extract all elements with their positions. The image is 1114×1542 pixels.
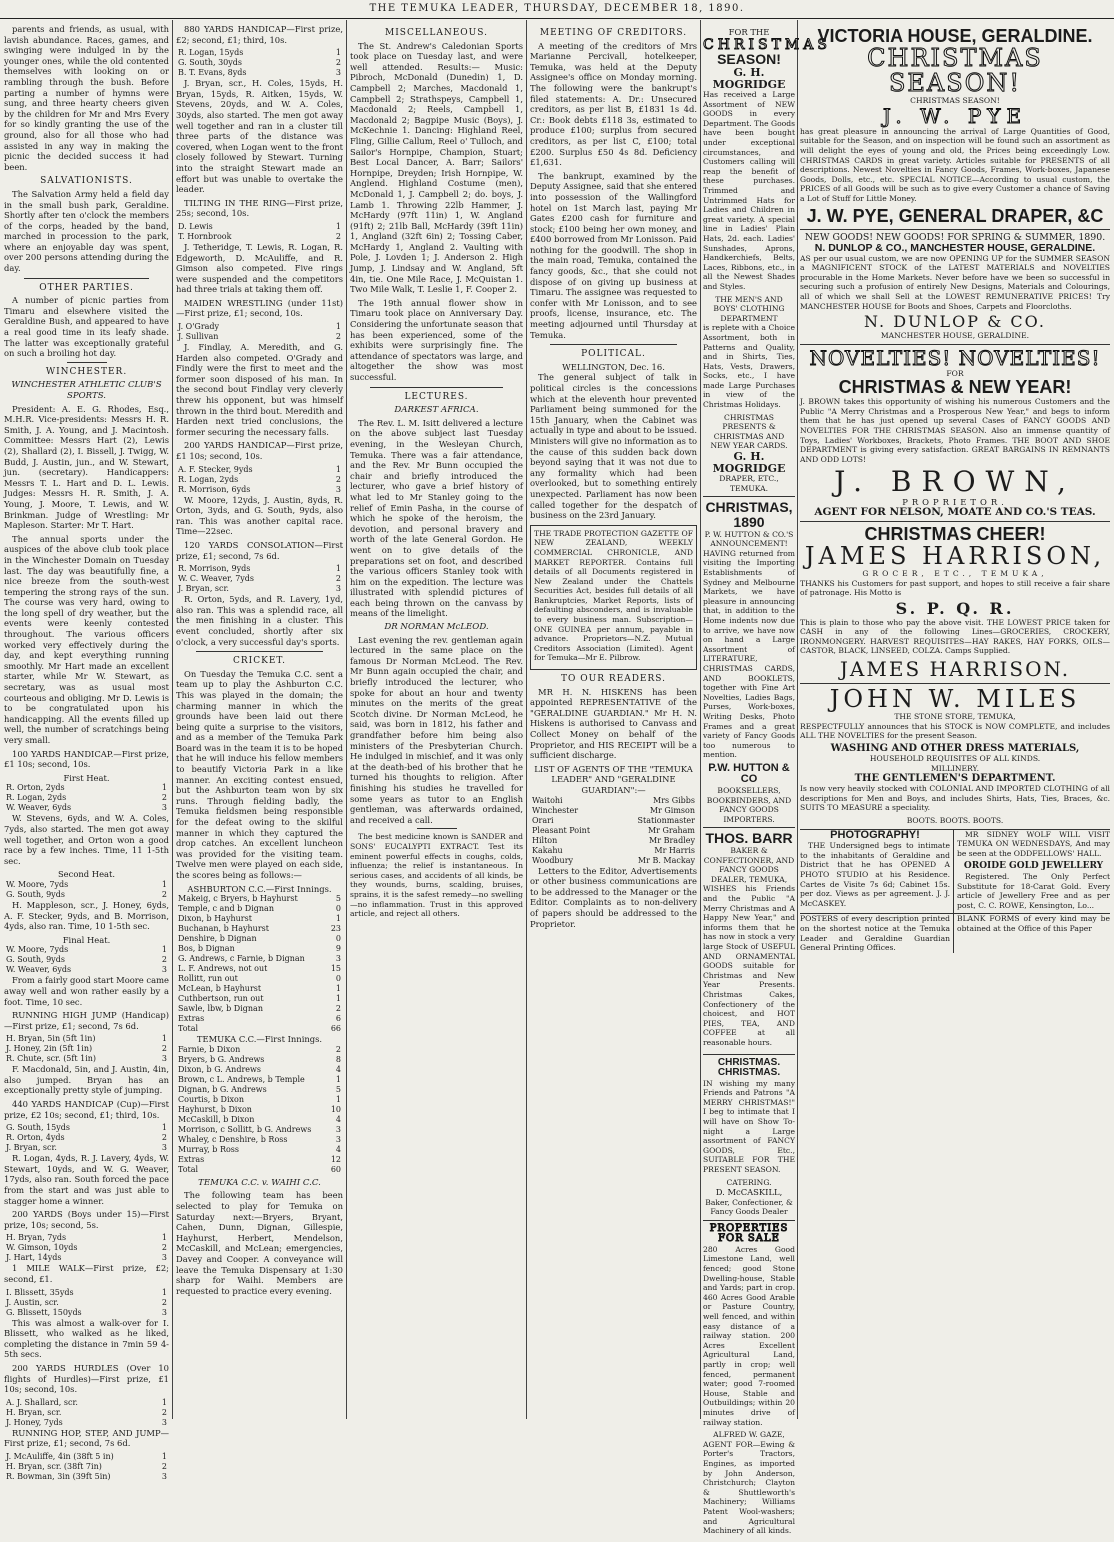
- agent-row: Pleasant Point Mr Graham: [532, 825, 695, 835]
- agent-row: Kakahu Mr Harris: [532, 845, 695, 855]
- event-title: 200 YARDS HANDICAP—First prize, £1 10s; second, 10s.: [176, 440, 343, 461]
- agent-row: Waitohi Mrs Gibbs: [532, 795, 695, 805]
- article-text: The St. Andrew's Caledonian Sports took place on Tuesday last, and were well attended. Results:— Music: Pibroch, McDonald (Dunedin) 1, D. Campbell 2; Marches, Macdonald 1, Campbell 2; Strathspeys, Campbell 1, Macdonald 2; Reels, Campbell 1, Macdonald 2; Bagpipe Music (Boys), J. McKechnie 1. Dancing: Highland Reel, Fling, Gillie Callum, Reel o' Tulloch, and Sailor's Hornpipe, Champion, Stuart; Best Local Dancer, A. Barr; Sailors' Hornpipe, Dreyden; Irish Hornpipe, W. Anglend. Highland Costume (men), McDonald 1, J. Campbell 2; do. boys, J. Lamb 1. Throwing 22lb Hammer, J. McHardy (97ft 11in) 1, W. Angland (91ft) 2; 21lb Ball, McHardy (39ft 11in) 1, Angland (32ft 6in) 2; Tossing Caber, McHardy 1, Angland 2. Vaulting with Pole, J. Lovden 1; J. Anderson 2. High Jump, J. Lindsay and W. Angland, 5ft 4in, tie. One Mile Race, J. McQuistan 1. Two Mile Walk, T. Leslie 1, F. Cooper 2.: [350, 40, 523, 295]
- posters-advert: POSTERS of every description printed on the shortest notice at the Temuka Leader and Geraldine Guardian General Printing Offices.: [800, 914, 954, 952]
- agent-row: Woodbury Mr B. Mackay: [532, 855, 695, 865]
- result-row: I. Blissett, 35yds 1: [6, 1287, 167, 1297]
- result-row: G. South, 9yds 2: [6, 889, 167, 899]
- result-row: W. Weaver, 6yds 3: [6, 803, 167, 813]
- score-row: L. F. Andrews, not out 15: [178, 964, 341, 974]
- score-row: Makeig, c Bryers, b Hayhurst 5: [178, 894, 341, 904]
- result-note: R. Orton, 5yds, and R. Lavery, 1yd, also ran. This was a splendid race, all the men finishing in a cluster. This event concluded, shortly after six o'clock, a very successful day's sports.: [176, 594, 343, 647]
- score-row: Bos, b Dignan 9: [178, 944, 341, 954]
- result-row: H. Bryan, scr. 2: [6, 1407, 167, 1417]
- section-heading: SALVATIONISTS.: [40, 176, 133, 187]
- result-row: G. South, 15yds 1: [6, 1123, 167, 1133]
- result-row: R. Morrison, 6yds 3: [178, 484, 341, 494]
- dunlop-advert: NEW GOODS! NEW GOODS! FOR SPRING & SUMMER, 1890. N. DUNLOP & CO., MANCHESTER HOUSE, GERALDINE. AS per our usual custom, we are now OPENING UP for the SUMMER SEASON a MAGNIFICENT STOCK of the LATEST MATERIALS and NOVELTIES procurable in the Home Markets. Never before have we been so successful in securing such a profusion of entirely New Designs, Materials and Colourings, all of which we shall Sell at the LOWEST REMUNERATIVE PRICES! Try MANCHESTER HOUSE for Boots and Shoes, Carpets and Floorcloths. N. DUNLOP & CO. MANCHESTER HOUSE, GERALDINE.: [800, 230, 1110, 345]
- result-row: R. Logan, 2yds 2: [178, 474, 341, 484]
- article-text: Letters to the Editor, Advertisements or other business communications are to be addressed to the Manager or the Editor. Complaints as to non-delivery of papers should be addressed to the Proprietor.: [530, 865, 697, 929]
- result-row: H. Bryan, scr. (38ft 7in) 2: [6, 1461, 167, 1471]
- result-row: R. Logan, 2yds 2: [6, 793, 167, 803]
- column-rule: [797, 20, 798, 1419]
- score-row: Hayhurst, b Dixon 10: [178, 1104, 341, 1114]
- section-subheading: DR NORMAN McLEOD.: [384, 622, 489, 633]
- score-row: Murray, b Ross 4: [178, 1144, 341, 1154]
- victoria-house-advert: VICTORIA HOUSE, GERALDINE. CHRISTMAS SEASON! CHRISTMAS SEASON! J. W. PYE has great pleasure in announcing the arrival of Large Quantities of Good, suitable for the Season, and on inspection will be found such an assortment as will delight the eyes of young and old, the Prices being exceedingly Low. CHRISTMAS CARDS in great variety. Articles suitable for PRESENTS of all descriptions. Newest Novelties in Fancy Goods, Frames, Work-boxes, Japanese Goods, Dolls, etc., etc. SPECIAL NOTICE—According to usual custom, the PRICES of all Goods will be such as to give every Customer a chance of Saving a Lot of Stuff for Little Money. J. W. PYE, GENERAL DRAPER, &C: [800, 24, 1110, 230]
- article-text: MR H. N. HISKENS has been appointed REPRESENTATIVE of the "GERALDINE GUARDIAN." Mr H. N. Hiskens is authorised to Canvass and Collect Money on behalf of the Proprietor, and HIS RECEIPT will be a sufficient discharge.: [530, 686, 697, 761]
- mccaskill-advert: CHRISTMAS. CHRISTMAS. IN wishing my many Friends and Patrons "A MERRY CHRISTMAS!" I beg to intimate that I will have on Show To-night a Large assortment of FANCY GOODS, Etc., SUITABLE FOR THE PRESENT SEASON. CATERING. D. McCASKILL, Baker, Confectioner, & Fancy Goods Dealer: [703, 1055, 795, 1221]
- result-row: H. Bryan, 7yds 1: [6, 1233, 167, 1243]
- result-row: W. Moore, 7yds 1: [6, 879, 167, 889]
- event-title: 1 MILE WALK—First prize, £2; second, £1.: [4, 1263, 169, 1284]
- result-row: J. Honey, 7yds 3: [6, 1417, 167, 1427]
- column-adverts-local: [703, 24, 831, 1536]
- agents-heading: LIST OF AGENTS OF THE "TEMUKA LEADER" AND "GERALDINE GUARDIAN":—: [534, 763, 693, 795]
- masthead: THE TEMUKA LEADER, THURSDAY, DECEMBER 18, 1890.: [0, 2, 1114, 19]
- result-note: R. Logan, 4yds, R. J. Lavery, 4yds, W. Stewart, 10yds, and W. G. Weaver, 17yds, also ran. South forced the pace from the start and was just able to stagger home a winner.: [4, 1153, 169, 1206]
- section-heading: LECTURES.: [404, 391, 469, 402]
- article-text: The annual sports under the auspices of the above club took place in the Winchester Domain on Tuesday last. The day was beautifully fine, a nice breeze from the south-west tempering the strong rays of the sun. The course was very hard, owing to the long spell of dry weather, but the events were keenly contested throughout. The various officers worked very effectively during the day, and kept everything running smoothly. Mr Hart made an excellent starter, while Mr W. Stewart, as secretary, was as usual most courteous and obliging. Mr D. Lewis is to be congratulated upon his handicapping. All the events filled up well, the number of scratchings being very small.: [4, 533, 169, 745]
- article-text: Last evening the rev. gentleman again lectured in the same place on the famous Dr Norman McLeod. The Rev. Mr Bunn again occupied the chair, and briefly introduced the lecturer, who spoke for about an hour and twenty minutes on the merits of the great Scotch divine. Dr Norman McLeod, he said, was born in 1812, his father and grandfather before him being also ministers of the Presbyterian Church. He indulged in mischief, and it was only at the death-bed of his brother that he turned his thoughts to religion. After finishing his studies he travelled for some years as tutor to an English gentleman, was afterwards ordained, and received a call.: [350, 634, 523, 825]
- column-rule: [172, 20, 173, 1419]
- blank-forms-advert: BLANK FORMS of every kind may be obtained at the Office of this Paper: [957, 914, 1110, 933]
- result-row: T. Hornbrook 2: [178, 231, 341, 241]
- result-note: J. Tetheridge, T. Lewis, R. Logan, R. Edgeworth, D. McAuliffe, and R. Gimson also competed. Five rings were suspended and the competitors had three trials at taking them off.: [176, 241, 343, 295]
- heat-title: Final Heat.: [62, 934, 111, 945]
- result-row: R. Bowman, 3in (39ft 5in) 3: [6, 1471, 167, 1481]
- score-row: Bryers, b G. Andrews 8: [178, 1054, 341, 1064]
- scorecard-ashburton: [176, 894, 343, 1034]
- article-text: A number of picnic parties from Timaru and elsewhere visited the Geraldine Bush, and appeared to have a real good time in its leafy shade. The latter was exceptionally grateful on such a broiling hot day.: [4, 295, 169, 359]
- result-note: W. Stevens, 6yds, and W. A. Coles, 7yds, also started. The men got away well together, and Orton won a good race by a few inches. Time, 11 1-5th sec.: [4, 813, 169, 866]
- result-row: G. Blissett, 150yds 3: [6, 1307, 167, 1317]
- brown-advert: NOVELTIES! NOVELTIES! FOR CHRISTMAS & NEW YEAR! J. BROWN takes this opportunity of wishing his numerous Customers and the Public "A Merry Christmas and a Prosperous New Year," and begs to inform them that he has just opened up several Cases of FANCY GOODS AND NOVELTIES FOR THE CHRISTMAS SEASON. Also an immense quantity of Toys, Ladies' Workboxes, Brackets, Photo Frames. THE BOOT AND SHOE DEPARTMENT is giving every satisfaction. GREAT BARGAINS IN REMNANTS AND ODD LOTS! J. BROWN, PROPRIETOR. AGENT FOR NELSON, MOATE AND CO.'S TEAS.: [800, 345, 1110, 522]
- score-row: McLean, b Hayhurst 1: [178, 984, 341, 994]
- result-row: J. Bryan, scr. 3: [6, 1143, 167, 1153]
- event-title: 100 YARDS HANDICAP.—First prize, £1 10s; second, 10s.: [4, 748, 169, 770]
- innings-title: ASHBURTON C.C.—First Innings.: [187, 883, 332, 894]
- result-row: G. South, 9yds 2: [6, 955, 167, 965]
- section-heading: POLITICAL.: [581, 349, 646, 360]
- heat-title: First Heat.: [63, 772, 110, 783]
- medicine-advert: The best medicine known is SANDER and SONS' EUCALYPTI EXTRACT. Test its eminent powerful effects in coughs, colds, influenza; the relief is instantaneous. In serious cases, and accidents of all kinds, be they wounds, burns, scalding, bruises, sprains, it is the safest remedy—no swelling—no inflammation. Trust in this approved article, and reject all others.: [350, 832, 523, 919]
- column-rule: [346, 20, 347, 1419]
- result-row: A. J. Shallard, scr. 1: [6, 1397, 167, 1407]
- score-row: Farnie, b Dixon 2: [178, 1044, 341, 1054]
- result-note: From a fairly good start Moore came away well and won rather easily by a foot. Time, 10 sec.: [4, 975, 169, 1007]
- score-row: Morrison, c Sollitt, b G. Andrews 3: [178, 1124, 341, 1134]
- result-row: G. South, 30yds 2: [178, 58, 341, 68]
- result-row: J. Sullivan 2: [178, 332, 341, 342]
- score-row: Extras 6: [178, 1014, 341, 1024]
- result-note: F. Macdonald, 5in, and J. Austin, 4in, also jumped. Bryan has an exceptionally pretty style of jumping.: [4, 1064, 169, 1096]
- picnic-text: parents and friends, as usual, with lavish abundance. Races, games, and swinging were indulged in by the younger ones, while the old contented themselves with looking on or rambling through the bush. Before parting a number of hymns were sung, and three hearty cheers given by the children for Mr and Mrs Every for so kindly granting the use of the ground, also for all those who had assisted in any way in making the picnic the decided success it had been.: [4, 24, 169, 172]
- result-row: R. Logan, 15yds 1: [178, 48, 341, 58]
- bottom-adverts: [800, 830, 1110, 915]
- result-row: W. Moore, 7yds 1: [6, 945, 167, 955]
- column-creditors-political: [530, 24, 697, 1417]
- article-text: On Tuesday the Temuka C.C. sent a team up to play the Ashburton C.C. This was played in the domain; the charming manner in which the grounds have been laid out there being quite a surprise to the visitors, and as a member of the Temuka Park Board was in the team it is to be hoped that he will induce his fellow members to beautify Victoria Park in a like manner. An exciting contest ensued, but the Ashburton team won by six runs. Through fielding badly, the Temuka fieldsmen being responsible for the defeat owing to the skilful manner in which they captured the drop catches. An excellent luncheon was provided for the visiting team. Twelve men were played on each side, the scores being as follows:—: [176, 668, 343, 880]
- agents-list: [530, 796, 697, 866]
- result-row: J. Bryan, scr. 3: [178, 584, 341, 594]
- column-adverts-drapers: [800, 24, 1110, 1417]
- agent-row: Orari Stationmaster: [532, 815, 695, 825]
- column-sports-cricket: [176, 24, 343, 1417]
- fixture-text: The following team has been selected to play for Temuka on Saturday next:—Bryers, Bryant, Cahen, Dunn, Dignan, Gillespie, Hayhurst, Herbert, Mendelson, McCaskill, and McLean; emergencies, Davey and Cooper. A conveyance will leave the Temuka Dispensary at 1:30 sharp for Waihi. Members are requested to practice every evening.: [176, 1190, 343, 1296]
- barr-advert: THOS. BARR BAKER & CONFECTIONER, AND FANCY GOODS DEALER, TEMUKA, WISHES his Friends and the Public "A Merry Christmas and A Happy New Year," and informs them that he has now in stock a very large Stock of USEFUL AND ORNAMENTAL GOODS suitable for Christmas and New Year Presents. Christmas Cakes, Confectionery of the choicest, and HOT PIES, TEA, AND COFFEE at all reasonable hours.: [703, 828, 795, 1054]
- result-row: J. Hart, 14yds 3: [6, 1253, 167, 1263]
- score-row: Temple, c and b Dignan 0: [178, 904, 341, 914]
- result-note: J. Findlay, A. Meredith, and G. Harden also competed. O'Grady and Findly were the first to meet and the former soon disposed of his man. In the second bout Findlay very cleverly threw his opponent, but was himself thrown in the third bout. Meredith and Harden next tried conclusions, the former securing the necessary falls.: [176, 342, 343, 437]
- event-title: 200 YARDS (Boys under 15)—First prize, 10s; second, 5s.: [4, 1209, 169, 1230]
- column-misc-lectures: [350, 24, 523, 1417]
- dateline: WELLINGTON, Dec. 16.: [562, 361, 665, 372]
- section-subheading: DARKEST AFRICA.: [394, 405, 479, 416]
- score-row: Extras 12: [178, 1154, 341, 1164]
- heat-title: Second Heat.: [57, 869, 116, 880]
- section-heading: TO OUR READERS.: [561, 674, 666, 685]
- score-row: Denshire, b Dignan 0: [178, 934, 341, 944]
- wolf-advert: MR SIDNEY WOLF WILL VISIT TEMUKA ON WEDNESDAYS, And may be seen at the ODDFELLOWS' HALL. OROIDE GOLD JEWELLERY Registered. The Only Perfect Substitute for 18-Carat Gold. Every article of Jewellery Free and as per post, C. C. ROWE, Kensington, Lo...: [957, 829, 1110, 910]
- article-text: A meeting of the creditors of Mrs Marianne Percivall, hotelkeeper, Temuka, was held at the Deputy Assignee's office on Monday morning. The following were the bankrupt's filed statements: A. Dr.: Unsecured creditors, as per list B, £1831 1s 4d. Cr.: Book debts £118 3s, estimated to produce £100; surplus from secured creditors, as per list C, £100; total £200. Surplus £50 4s 8d. Deficiency £1,631.: [530, 40, 697, 168]
- score-row: Dixon, b Hayhurst 1: [178, 914, 341, 924]
- result-row: H. Bryan, 5in (5ft 1in) 1: [6, 1034, 167, 1044]
- trade-gazette-advert: THE TRADE PROTECTION GAZETTE OF NEW ZEALAND, WEEKLY COMMERCIAL CHRONICLE, AND MARKET REPORTER. Contains full details of all Documents registered in New Zealand under the Chattels Securities Act, besides full details of all Bankruptcies, Market Reports, lists of defaulting absconders, and is invaluable to every business man. Subscription—ONE GUINEA per annum, payable in advance. Proprietors—N.Z. Mutual Creditors Association (Limited). Agent for Temuka—Mr E. Pilbrow.: [530, 525, 697, 670]
- column-sports: [4, 24, 169, 1481]
- section-heading: CRICKET.: [233, 656, 286, 667]
- result-row: R. Orton, 4yds 2: [6, 1133, 167, 1143]
- result-row: W. C. Weaver, 7yds 2: [178, 574, 341, 584]
- article-text: The Rev. L. M. Isitt delivered a lecture on the above subject last Tuesday evening, in the Wesleyan Church, Temuka. There was a fair attendance, and the Rev. Mr Bunn occupied the chair and briefly introduced the lecturer, who gave a brief history of what led to Mr Stanley going to the relief of Emin Pasha, in the course of which he spoke of the heroism, the devotion, and personal bravery and worth of the late General Gordon. He went on to give details of the preparations set on foot, and described the various officers Stanley took with him on the expedition. The lecture was illustrated with splendid pictures of each being thrown on the canvass by means of the limelight.: [350, 417, 523, 619]
- column-rule: [526, 20, 527, 1419]
- column-rule: [700, 20, 701, 1419]
- event-title: RUNNING HIGH JUMP (Handicap)—First prize, £1; second, 7s 6d.: [4, 1010, 169, 1031]
- score-row: Brown, c L. Andrews, b Temple 1: [178, 1074, 341, 1084]
- section-heading: MEETING OF CREDITORS.: [539, 28, 688, 38]
- score-row: McCaskill, b Dixon 4: [178, 1114, 341, 1124]
- event-title: 880 YARDS HANDICAP—First prize, £2; second, £1; third, 10s.: [176, 24, 343, 45]
- result-note: W. Moore, 12yds, J. Austin, 8yds, R. Orton, 3yds, and G. South, 9yds, also ran. This was another capital race. Time—22sec.: [176, 494, 343, 537]
- section-heading: MISCELLANEOUS.: [385, 28, 488, 38]
- innings-title: TEMUKA C.C.—First Innings.: [196, 1034, 323, 1045]
- miles-advert: JOHN W. MILES THE STONE STORE, TEMUKA, RESPECTFULLY announces that his STOCK is NOW COMPLETE, and includes ALL THE NOVELTIES for the present Season. WASHING AND OTHER DRESS MATERIALS, HOUSEHOLD REQUISITES OF ALL KINDS. MILLINERY. THE GENTLEMEN'S DEPARTMENT. Is now very heavily stocked with COLONIAL AND IMPORTED CLOTHING of all descriptions for Men and Boys, and includes Shirts, Hats, Ties, Braces, &c. SUITS TO MEASURE a speciality. BOOTS. BOOTS. BOOTS.: [800, 684, 1110, 830]
- event-title: MAIDEN WRESTLING (under 11st)—First prize, £1; second, 10s.: [176, 297, 343, 319]
- photography-advert: PHOTOGRAPHY! THE Undersigned begs to intimate to the inhabitants of Geraldine and District that he has OPENED A PHOTO STUDIO at his Residence. Cartes de Visite 7s 6d; Cabinet 15s. per doz. Views as per agreement. J. J. McCASKEY.: [800, 830, 954, 914]
- result-row: J. O'Grady 1: [178, 322, 341, 332]
- result-note: This was almost a walk-over for I. Blissett, who walked as he liked, completing the distance in 7min 59 4-5th secs.: [4, 1317, 169, 1360]
- score-total: Total 66: [178, 1024, 341, 1034]
- score-row: Dixon, b G. Andrews 4: [178, 1064, 341, 1074]
- score-row: Dignan, b G. Andrews 5: [178, 1084, 341, 1094]
- result-row: R. Morrison, 9yds 1: [178, 564, 341, 574]
- score-row: Buchanan, b Hayhurst 23: [178, 924, 341, 934]
- fixture-heading: TEMUKA C.C. v. WAIHI C.C.: [198, 1177, 321, 1188]
- score-row: Cuthbertson, run out 1: [178, 994, 341, 1004]
- result-row: J. Honey, 2in (5ft 1in) 2: [6, 1044, 167, 1054]
- agent-row: Winchester Mr Gimson: [532, 805, 695, 815]
- event-title: 200 YARDS HURDLES (Over 10 flights of Hurdles)—First prize, £1 10s; second, 10s.: [4, 1362, 169, 1395]
- score-row: Rollitt, run out 0: [178, 974, 341, 984]
- result-row: A. F. Stecker, 9yds 1: [178, 464, 341, 474]
- article-text: The 19th annual flower show in Timaru took place on Anniversary Day. Considering the unfortunate season that has been experienced, some of the exhibits were surprisingly fine. The attendance of spectators was large, and altogether the show was most successful.: [350, 297, 523, 382]
- event-title: 440 YARDS HANDICAP (Cup)—First prize, £2 10s; second, £1; third, 10s.: [4, 1099, 169, 1120]
- result-note: H. Mappleson, scr., J. Honey, 6yds, A. F. Stecker, 9yds, and B. Morrison, 4yds, also ran. Time, 10 1-5th sec.: [4, 899, 169, 932]
- officials-text: President: A. E. G. Rhodes, Esq., M.H.R. Vice-presidents: Messrs H. R. Smith, J. A. Young, and J. Macintosh. Committee: Messrs Hart (2), Lewis (2), Shallard (2), I. Bissell, J. Twigg, W. Budd, J. Austin, jun., and W. Stewart, jun. (secretary). Handicappers: Messrs T. L. Hart and D. L. Lewis. Judges: Messrs H. R. Smith, J. A. Young, J. Moore, T. Lewis, and W. Brinkman. Judge of Wrestling: Mr Mapleson. Starter: Mr T. Hart.: [4, 403, 169, 531]
- harrison-advert: CHRISTMAS CHEER! JAMES HARRISON, GROCER, ETC., TEMUKA, THANKS his Customers for past support, and hopes to still receive a fair share of patronage. His Motto is S. P. Q. R. This is plain to those who pay the above visit. THE LOWEST PRICE taken for CASH in any of the following Lines—GROCERIES, CROCKERY, IRONMONGERY. HARVEST REQUISITES—HAY RAKES, HAY FORKS, OILS—CASTOR, BLACK, LINSEED, COLZA. Camps Supplied. JAMES HARRISON.: [800, 522, 1110, 684]
- score-row: Whaley, c Denshire, b Ross 3: [178, 1134, 341, 1144]
- result-row: B. T. Evans, 8yds 3: [178, 68, 341, 78]
- result-row: R. Orton, 2yds 1: [6, 783, 167, 793]
- result-row: J. McAuliffe, 4in (38ft 5 in) 1: [6, 1451, 167, 1461]
- event-title: RUNNING HOP, STEP, AND JUMP—First prize, £1; second, 7s 6d.: [4, 1427, 169, 1449]
- scorecard-temuka: [176, 1045, 343, 1175]
- result-row: R. Chute, scr. (5ft 1in) 3: [6, 1054, 167, 1064]
- printing-adverts: [800, 914, 1110, 955]
- hutton-advert: CHRISTMAS, 1890 P. W. HUTTON & CO.'S ANNOUNCEMENT! HAVING returned from visiting the Importing Establishments of Sydney and Melbourne Markets, we have pleasure in announcing that, in addition to the Home indents now due to arrive, we have now on hand a Large Assortment of LITERATURE, CHRISTMAS CARDS, AND BOOKLETS, together with Fine Art Novelties, Ladies Bags, Purses, Work-boxes, Writing Desks, Photo Frames and a great variety of Fancy Goods too numerous to mention. P.W. HUTTON & CO BOOKSELLERS, BOOKBINDERS, AND FANCY GOODS IMPORTERS.: [703, 497, 795, 828]
- mogridge-advert: FOR THE CHRISTMAS SEASON! G. H. MOGRIDGE Has received a Large Assortment of NEW GOODS in every Department. The Goods have been bought under exceptional circumstances, and Customers calling will reap the benefit of these purchases. Trimmed and Untrimmed Hats for Ladies and Children in great variety. A special line in Ladies' Plain Hats, 2d. each. Ladies' Sunshades, Aprons, Handkerchiefs, Belts, Laces, Ribbons, etc., in all the Newest Shades and Styles. THE MEN'S AND BOYS' CLOTHING DEPARTMENT is replete with a Choice Assortment, both in Patterns and Quality, and in Shirts, Ties, Hats, Vests, Drawers, Socks, etc., I have made Large Purchases in view of the Christmas Holidays. CHRISTMAS PRESENTS & CHRISTMAS AND NEW YEAR CARDS. G. H. MOGRIDGE DRAPER, ETC., TEMUKA.: [703, 24, 795, 497]
- result-row: J. Austin, scr. 2: [6, 1297, 167, 1307]
- score-total: Total 60: [178, 1164, 341, 1174]
- event-title: TILTING IN THE RING—First prize, 25s; second, 10s.: [176, 197, 343, 219]
- properties-advert: PROPERTIES FOR SALE 280 Acres Good Limestone Land, well fenced; good Stone Dwelling-house, Stable and Yards; part in crop. 460 Acres Good Arable or Pasture Country, well fenced, and within easy distance of a railway station. 200 Acres Excellent Agricultural Land, partly in crop; well fenced, permanent water; good 7-roomed House, Stable and Outbuildings; within 20 minutes drive of railway station. ALFRED W. GAZE, AGENT FOR—Ewing & Porter's Tractors, Engines, as imported by John Anderson, Christchurch; Clayton & Shuttleworth's Machinery; Williams Patent Wool-washers; and Agricultural Machinery of all kinds.: [703, 1222, 795, 1536]
- event-title: 120 YARDS CONSOLATION—First prize, £1; second, 7s 6d.: [176, 539, 343, 561]
- section-heading: WINCHESTER.: [45, 366, 128, 377]
- section-heading: OTHER PARTIES.: [39, 282, 134, 293]
- section-subheading: WINCHESTER ATHLETIC CLUB'S SPORTS.: [11, 380, 162, 401]
- article-text: The bankrupt, examined by the Deputy Assignee, said that she entered into possession of the Wallingford hotel on 1st March last, paying Mr Gates £200 cash for furniture and stock; £100 being her own money, and £400 borrowed from Mr Lonisson. Paid nothing for the goodwill. The shop in the main road, Temuka, contained the fancy goods, &c., that she could not dispose of on giving up business at Timaru. The assignee was requested to confer with Mr Lonisson, and to see proofs, license, insurance, etc. The meeting adjourned until Thursday at Temuka.: [530, 170, 697, 340]
- score-row: G. Andrews, c Farnie, b Dignan 3: [178, 954, 341, 964]
- result-note: J. Bryan, scr., H. Coles, 15yds, H. Bryan, 15yds, R. Aitken, 15yds, W. Stevens, 20yds, and W. A. Coles, 30yds, also started. The men got away well together and ran in a cluster till three parts of the distance was covered, when Logan went to the front closely followed by Stewart. Turning into the straight Stewart made an effort but was unable to overtake the leader.: [176, 78, 343, 195]
- result-row: D. Lewis 1: [178, 221, 341, 231]
- article-text: The general subject of talk in political circles is the concessions which at the eleventh hour prevented Parliament being summoned for the 15th January, when the Cabinet was actually in type and about to be issued. Ministers will give no information as to the cause of this sudden back down beyond saying that it was not due to any formality which had been overlooked, but to something entirely unexpected. Parliament has now been called together for the despatch of business on the 23rd January.: [530, 372, 697, 521]
- result-row: W. Gimson, 10yds 2: [6, 1243, 167, 1253]
- score-row: Courtis, b Dixon 1: [178, 1094, 341, 1104]
- result-row: W. Weaver, 6yds 3: [6, 965, 167, 975]
- score-row: Sawle, lbw, b Dignan 2: [178, 1004, 341, 1014]
- article-text: The Salvation Army held a field day in the small bush park, Geraldine. Shortly after ten o'clock the members of the corps, headed by the band, marched in procession to the park, where an enjoyable day was spent, over 200 persons attending during the day.: [4, 188, 169, 274]
- agent-row: Hilton Mr Bradley: [532, 835, 695, 845]
